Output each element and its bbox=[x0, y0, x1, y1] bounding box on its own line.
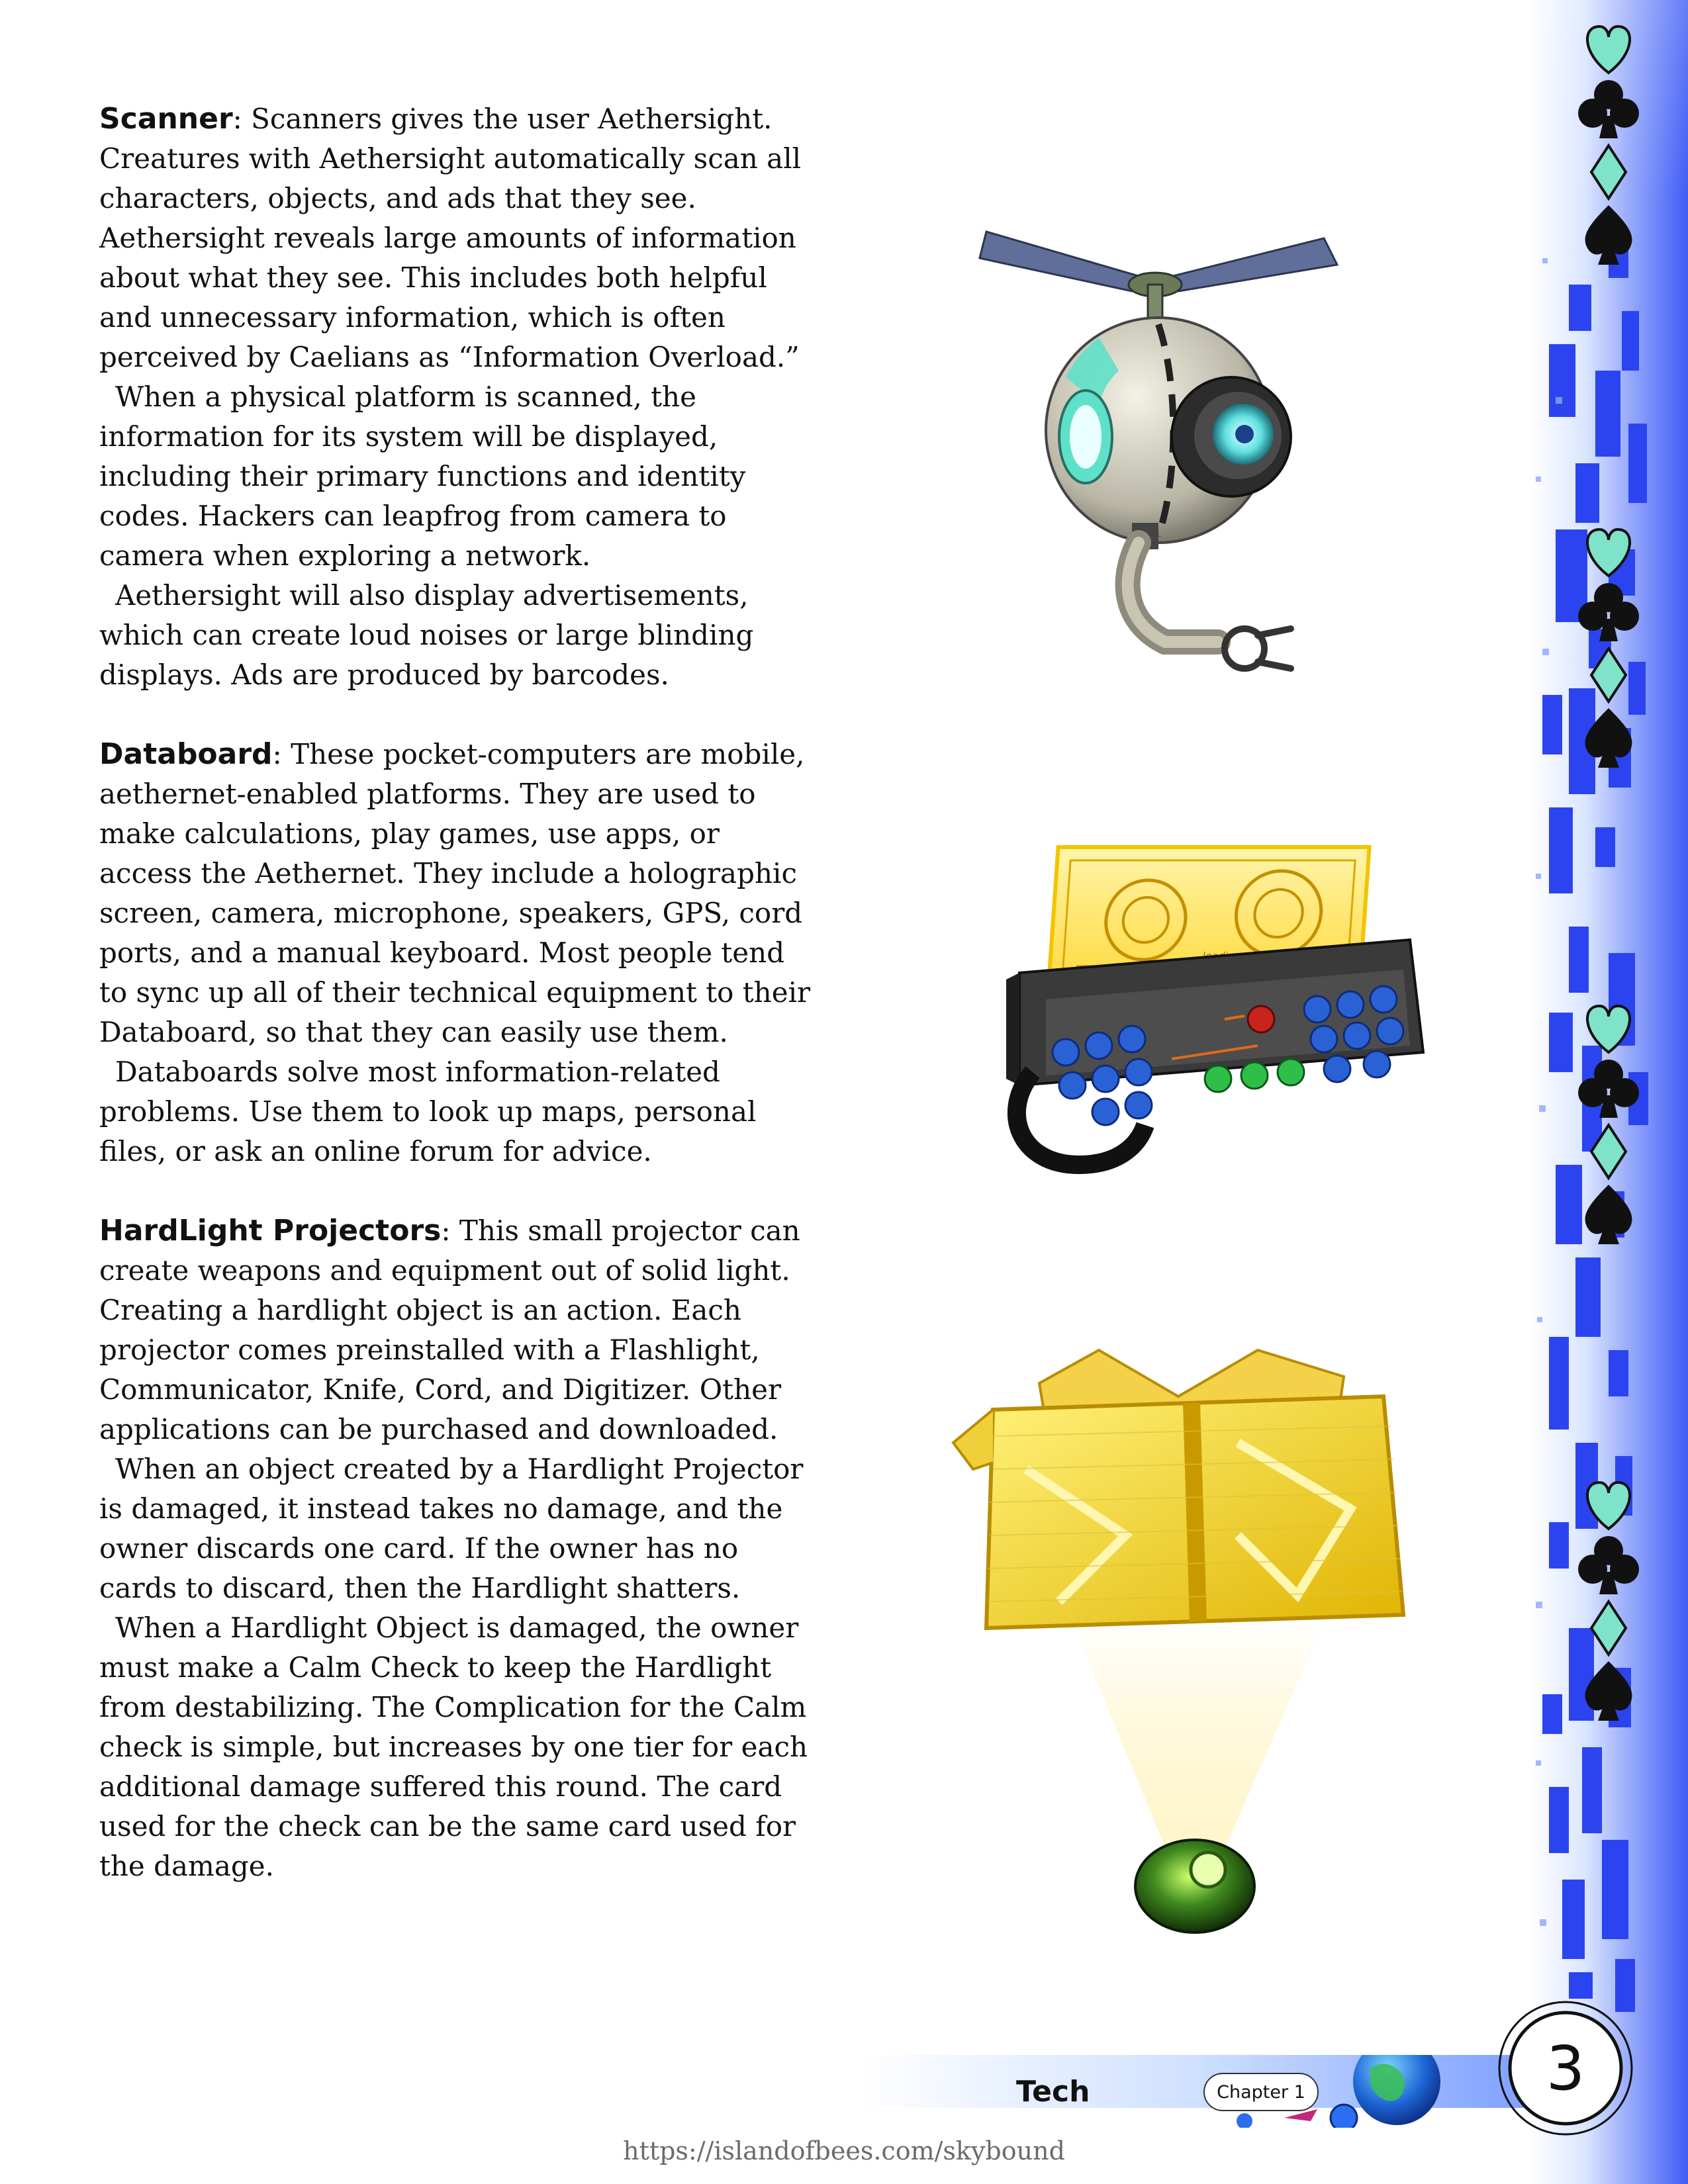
section-paragraph bbox=[99, 735, 814, 1052]
databoard-illustration bbox=[1006, 834, 1430, 1205]
section-paragraph bbox=[99, 99, 814, 377]
body-text-column bbox=[99, 99, 814, 1926]
section-scanner bbox=[99, 99, 814, 695]
section-intro-text: : These pocket-computers are mobile, aethernet-enabled platforms. They are used to make calculations, play games, use apps, or access the Aethernet. They include a holographic screen, camera, microphone, speakers, GPS, cord ports, and a manual keyboard. Most people tend to sync up all of their technical equipment to their Databoard, so that they can easily use them. bbox=[99, 738, 811, 1048]
chapter-label: Chapter 1 bbox=[1203, 2073, 1319, 2111]
section-paragraph bbox=[99, 1211, 814, 1449]
page-number: 3 bbox=[1546, 2032, 1585, 2104]
section-intro-text: : This small projector can create weapons and equipment out of solid light. Creating a hardlight object is an action. Each projector comes preinstalled with a Flashlight, Communicator, Knife, Cord, and Digitizer. Other applications can be purchased and downloaded. bbox=[99, 1214, 800, 1445]
section-intro-text: : Scanners gives the user Aethersight. Creatures with Aethersight automatically scan all characters, objects, and ads that they see. Aethersight reveals large amounts of information about what they see. This includes both helpful and unnecessary information, which is often perceived by Caelians as “Information Overload.” bbox=[99, 103, 802, 373]
footer-url[interactable]: https://islandofbees.com/skybound bbox=[623, 2136, 1065, 2165]
section-heading: Databoard bbox=[99, 737, 273, 771]
section-paragraph: Aethersight will also display advertisements, which can create loud noises or large blinding displays. Ads are produced by barcodes. bbox=[99, 579, 754, 691]
footer-bar bbox=[861, 2055, 1529, 2128]
footer-section-title: Tech bbox=[1016, 2075, 1090, 2109]
section-paragraph: Databoards solve most information-related problems. Use them to look up maps, personal files, or ask an online forum for advice. bbox=[99, 1056, 757, 1167]
section-databoard bbox=[99, 735, 814, 1171]
scanner-drone-illustration bbox=[966, 212, 1364, 702]
section-heading: Scanner bbox=[99, 102, 233, 136]
section-paragraph: When a Hardlight Object is damaged, the owner must make a Calm Check to keep the Hardlight from destabilizing. The Complication for the Calm check is simple, but increases by one tier for each additional damage suffered this round. The card used for the check can be the same card used for the damage. bbox=[99, 1612, 808, 1882]
decorative-side-band bbox=[1529, 0, 1688, 2184]
section-heading: HardLight Projectors bbox=[99, 1214, 442, 1248]
section-paragraph: When an object created by a Hardlight Projector is damaged, it instead takes no damage, and the owner discards one card. If the owner has no cards to discard, then the Hardlight shatters. bbox=[99, 1453, 804, 1604]
page-number-badge bbox=[1493, 1995, 1638, 2141]
hardlight-projector-illustration bbox=[927, 1337, 1456, 1959]
section-hardlight-projectors bbox=[99, 1211, 814, 1886]
section-paragraph: When a physical platform is scanned, the information for its system will be displayed, including their primary functions and identity codes. Hackers can leapfrog from camera to camera when exploring a network. bbox=[99, 381, 746, 572]
